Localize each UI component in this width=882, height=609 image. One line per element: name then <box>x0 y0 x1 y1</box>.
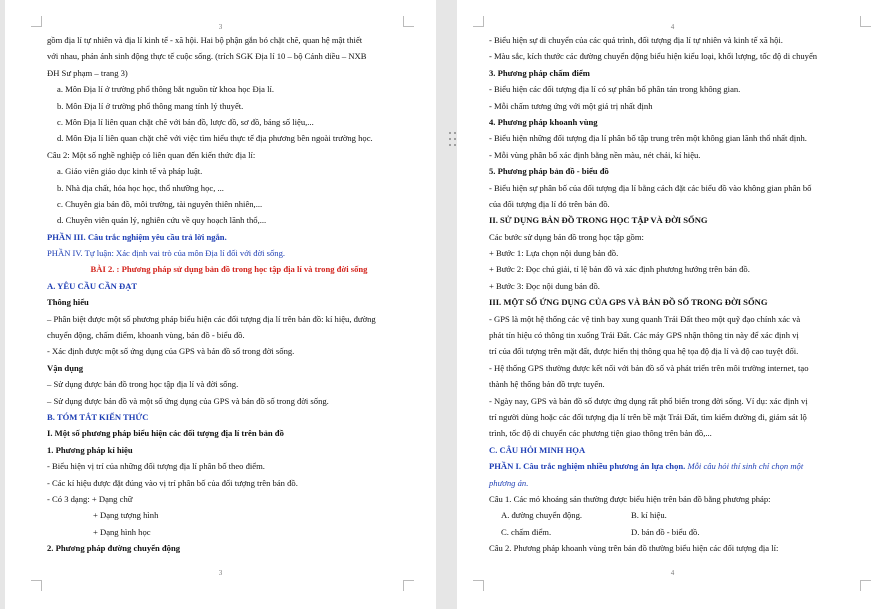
document-page-4 <box>457 0 882 609</box>
subheading-methods: I. Một số phương pháp biểu hiện các đối tượng địa lí trên bản đồ <box>47 428 284 439</box>
paragraph-line: phát tín hiệu có thông tin xuống Trái Đất. Các máy GPS nhận thông tin này để xác định vị <box>489 330 799 341</box>
crop-mark <box>860 580 871 591</box>
paragraph-line: thành hệ thống bản đồ trực tuyến. <box>489 379 605 390</box>
crop-mark <box>403 580 414 591</box>
part-1-title: PHẦN I. Câu trắc nghiệm nhiều phương án lựa chọn. <box>489 461 686 472</box>
paragraph-line: - GPS là một hệ thống các vệ tinh bay xung quanh Trái Đất theo một quỹ đạo chính xác và <box>489 313 801 324</box>
paragraph-line: trí của đối tượng trên mặt đất, được hiển thị thông qua hệ tọa độ địa lí và độ cao tuyệt đối. <box>489 346 799 357</box>
paragraph-line: – Sử dụng được bản đồ trong học tập địa lí và đời sống. <box>47 379 239 390</box>
section-heading-part-3: PHẦN III. Câu trắc nghiệm yêu cầu trả lời ngắn. <box>47 231 227 242</box>
paragraph-line: - Có 3 dạng: + Dạng chữ <box>47 493 133 504</box>
step-1: + Bước 1: Lựa chọn nội dung bản đồ. <box>489 248 619 259</box>
page-body <box>489 32 861 557</box>
paragraph-line: - Ngày nay, GPS và bản đồ số được ứng dụng rất phổ biến trong đời sống. Ví dụ: xác định vị <box>489 395 808 406</box>
step-2: + Bước 2: Đọc chú giải, tỉ lệ bản đồ và xác định phương hướng trên bản đồ. <box>489 264 750 275</box>
paragraph-line: - Hệ thống GPS thường được kết nối với bản đồ số và phát triển trên môi trường internet, tạo <box>489 362 809 373</box>
answer-b: B. kí hiệu. <box>631 510 667 521</box>
paragraph-line: trình, tốc độ di chuyển các phương tiện giao thông trên bản đồ,... <box>489 428 712 439</box>
paragraph-line: gồm địa lí tự nhiên và địa lí kinh tế - xã hội. Hai bộ phận gắn bó chặt chẽ, quan hệ mật thiết <box>47 35 363 45</box>
option-d: d. Môn Địa lí liên quan chặt chẽ với việc tìm hiểu thực tế địa phương bên ngoài trường học. <box>57 133 373 144</box>
paragraph-line: - Biểu hiện vị trí của những đối tượng địa lí phân bố theo điểm. <box>47 461 265 472</box>
section-heading-c: C. CÂU HỎI MINH HỌA <box>489 444 586 455</box>
step-3: + Bước 3: Đọc nội dung bản đồ. <box>489 280 600 291</box>
page-body <box>47 32 411 557</box>
paragraph-line: – Phân biệt được một số phương pháp biểu hiện các đối tượng địa lí trên bản đồ: kí hiệu, đường <box>47 313 376 324</box>
option-b: b. Nhà địa chất, hóa học học, thổ nhưỡng học, ... <box>57 182 224 193</box>
part-1-instruction: Mỗi câu hỏi thí sinh chỉ chọn một <box>687 461 804 472</box>
paragraph-line: với nhau, phản ánh sinh động thực tế cuộc sống. (trích SGK Địa lí 10 – bộ Cánh diều – NXB <box>47 51 367 62</box>
subheading-method-1: 1. Phương pháp kí hiệu <box>47 444 133 455</box>
part-1-instruction-cont: phương án. <box>489 477 529 488</box>
paragraph-line: - Mỗi vùng phân bố xác định bằng nền màu, nét chải, kí hiệu. <box>489 149 701 160</box>
section-heading-iii: III. MỘT SỐ ỨNG DỤNG CỦA GPS VÀ BẢN ĐỒ SỐ TRONG ĐỜI SỐNG <box>489 297 768 308</box>
answer-a: A. đường chuyển động. <box>501 510 583 521</box>
page-number-footer: 3 <box>218 569 223 577</box>
subheading-thong-hieu: Thông hiểu <box>47 297 89 308</box>
section-heading-a: A. YÊU CẦU CẦN ĐẠT <box>47 280 138 291</box>
page-number-header: 4 <box>670 23 675 31</box>
paragraph-line: - Biểu hiện sự phân bố của đối tượng địa lí bằng cách đặt các biểu đồ vào không gian phân bố <box>489 182 812 193</box>
question-2: Câu 2. Phương pháp khoanh vùng trên bản đồ thường biểu hiện các đối tượng địa lí: <box>489 543 779 554</box>
document-page-3 <box>5 0 436 609</box>
crop-mark <box>403 16 414 27</box>
part-1-heading <box>489 458 861 474</box>
section-heading-ii: II. SỬ DỤNG BẢN ĐỒ TRONG HỌC TẬP VÀ ĐỜI SỐNG <box>489 215 708 226</box>
answer-d: D. bản đồ - biểu đồ. <box>631 526 700 537</box>
option-d: d. Chuyên viên quản lý, nghiên cứu về quy hoạch lãnh thổ,... <box>57 215 267 226</box>
subheading-method-4: 4. Phương pháp khoanh vùng <box>489 116 598 127</box>
paragraph-line: - Xác định được một số ứng dụng của GPS và bản đồ số trong đời sống. <box>47 346 295 357</box>
paragraph-line: + Dạng hình học <box>93 526 151 537</box>
section-heading-part-4: PHẦN IV. Tự luận: Xác định vai trò của môn Địa lí đối với đời sống. <box>47 248 286 259</box>
question-2: Câu 2: Một số nghề nghiệp có liên quan đến kiến thức địa lí: <box>47 149 256 160</box>
paragraph-line: - Biểu hiện các đối tượng địa lí có sự phân bố phân tán trong không gian. <box>489 84 741 95</box>
paragraph-line: Các bước sử dụng bản đồ trong học tập gồm: <box>489 231 644 242</box>
option-b: b. Môn Địa lí ở trường phổ thông mang tính lý thuyết. <box>57 100 244 111</box>
page-number-footer: 4 <box>670 569 675 577</box>
subheading-method-5: 5. Phương pháp bản đồ - biểu đồ <box>489 166 609 177</box>
paragraph-line: trí người dùng hoặc các đối tượng địa lí trên bề mặt Trái Đất, tìm kiếm đường đi, giám sát lộ <box>489 411 807 422</box>
crop-mark <box>473 16 484 27</box>
crop-mark <box>473 580 484 591</box>
crop-mark <box>31 16 42 27</box>
section-heading-b: B. TÓM TẮT KIẾN THỨC <box>47 411 149 422</box>
paragraph-line: - Biểu hiện những đối tượng địa lí phân bố tập trung trên một không gian lãnh thổ nhất định. <box>489 133 807 144</box>
option-c: c. Môn Địa lí liên quan chặt chẽ với bản đồ, lược đồ, sơ đồ, bảng số liệu,... <box>57 116 314 127</box>
subheading-method-3: 3. Phương pháp chấm điểm <box>489 67 590 78</box>
paragraph-line: - Các kí hiệu được đặt đúng vào vị trí phân bố của đối tượng trên bản đồ. <box>47 477 298 488</box>
answer-row <box>489 507 861 523</box>
lesson-title: BÀI 2. : Phương pháp sử dụng bản đồ trong học tập địa lí và trong đời sống <box>90 264 368 275</box>
paragraph-line: chuyển động, chấm điểm, khoanh vùng, bản đồ - biểu đồ. <box>47 330 245 341</box>
page-number-header: 3 <box>218 23 223 31</box>
paragraph-line: - Màu sắc, kích thước các đường chuyển động biểu hiện kiểu loại, khối lượng, tốc độ di chuyển <box>489 51 818 62</box>
subheading-van-dung: Vận dụng <box>47 362 84 373</box>
answer-row <box>489 524 861 540</box>
option-c: c. Chuyên gia bản đồ, môi trường, tài nguyên thiên nhiên,... <box>57 198 263 209</box>
crop-mark <box>860 16 871 27</box>
option-a: a. Giáo viên giáo dục kinh tế và pháp luật. <box>57 166 203 177</box>
crop-mark <box>31 580 42 591</box>
paragraph-line: ĐH Sư phạm – trang 3) <box>47 67 128 78</box>
answer-c: C. chấm điểm. <box>501 526 552 537</box>
paragraph-line: + Dạng tượng hình <box>93 510 159 521</box>
option-a: a. Môn Địa lí ở trường phổ thông bắt nguồn từ khoa học Địa lí. <box>57 84 274 95</box>
paragraph-line: của đối tượng địa lí đó trên bản đồ. <box>489 198 610 209</box>
subheading-method-2: 2. Phương pháp đường chuyển động <box>47 543 181 554</box>
paragraph-line: - Mỗi chấm tương ứng với một giá trị nhất định <box>489 100 653 111</box>
paragraph-line: - Biểu hiện sự di chuyển của các quá trình, đối tượng địa lí tự nhiên và kinh tế xã hội. <box>489 35 783 45</box>
paragraph-line: – Sử dụng được bản đồ và một số ứng dụng của GPS và bản đồ số trong đời sống. <box>47 395 329 406</box>
question-1: Câu 1. Các mỏ khoáng sản thường được biểu hiện trên bản đồ bằng phương pháp: <box>489 493 771 504</box>
